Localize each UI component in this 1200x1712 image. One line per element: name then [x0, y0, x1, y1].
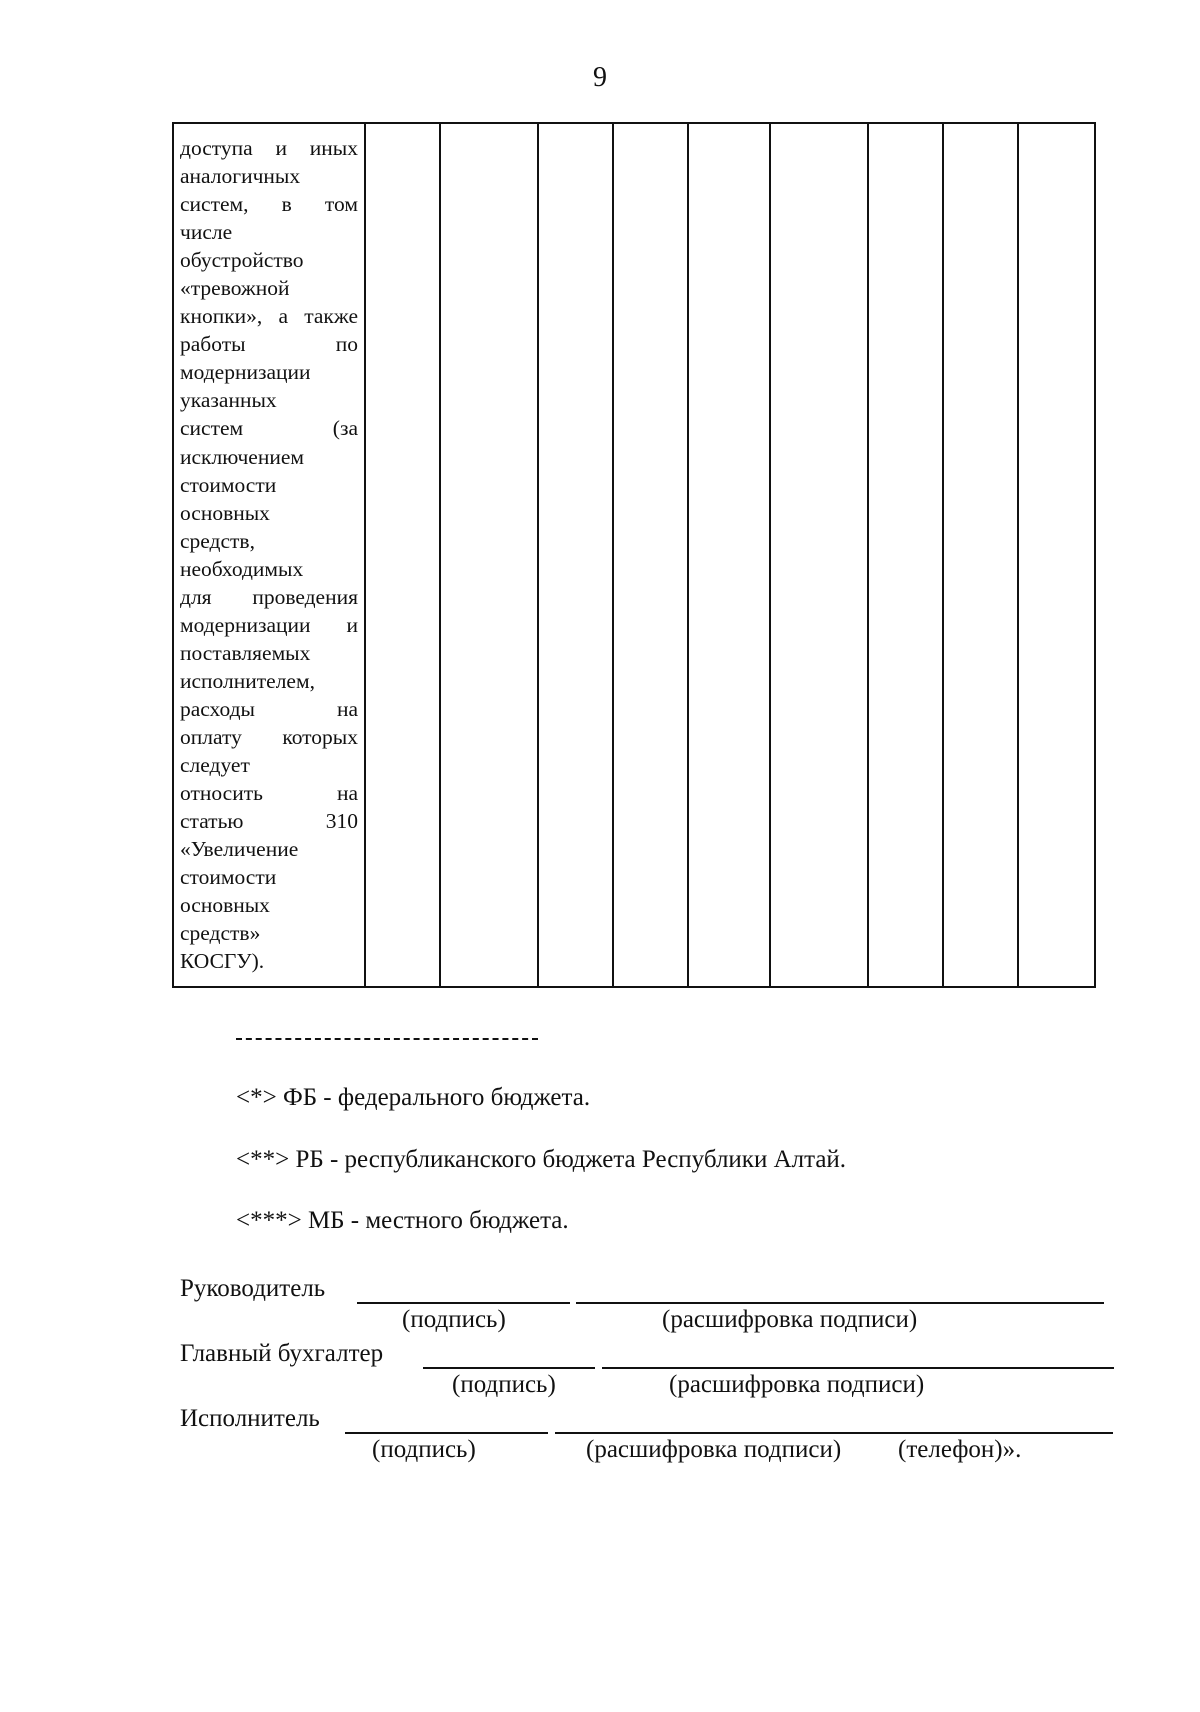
cell-text-line: исключением: [180, 444, 304, 469]
head-signature-caption: (подпись): [402, 1306, 506, 1333]
cell-text-line: модернизации и: [180, 612, 358, 637]
table-column-divider: [537, 124, 539, 986]
executor-label: Исполнитель: [180, 1405, 320, 1432]
table-first-cell-text: [180, 134, 358, 975]
chief-accountant-decoding-line[interactable]: [602, 1367, 1114, 1369]
table-column-divider: [867, 124, 869, 986]
cell-text-line: аналогичных: [180, 164, 301, 189]
head-label: Руководитель: [180, 1275, 326, 1302]
cell-text-line: «Увеличение: [180, 837, 299, 862]
head-signature-line[interactable]: [357, 1302, 570, 1304]
footnote-rb: <**> РБ - республиканского бюджета Республики Алтай.: [236, 1146, 847, 1173]
chief-accountant-signature-line[interactable]: [423, 1367, 595, 1369]
cell-text-line: статью 310: [180, 809, 358, 834]
cell-text-line: указанных: [180, 388, 277, 413]
cell-text-line: средств,: [180, 528, 255, 553]
page-number: 9: [593, 62, 607, 93]
chief-accountant-decoding-caption: (расшифровка подписи): [669, 1371, 925, 1398]
cell-text-line: стоимости: [180, 472, 277, 497]
cell-text-line: следует: [180, 753, 250, 778]
cell-text-line: доступа и иных: [180, 136, 358, 160]
chief-accountant-signature-caption: (подпись): [452, 1371, 556, 1398]
footnote-separator: [236, 1038, 538, 1040]
cell-text-line: поставляемых: [180, 640, 311, 665]
cell-text-line: основных: [180, 893, 270, 918]
cell-text-line: обустройство: [180, 248, 304, 273]
table-column-divider: [612, 124, 614, 986]
executor-phone-caption: (телефон)».: [898, 1436, 1022, 1463]
cell-text-line: работы по: [180, 332, 358, 357]
cell-text-line: средств»: [180, 921, 261, 946]
cell-text-line: систем (за: [180, 416, 358, 441]
footnote-mb: <***> МБ - местного бюджета.: [236, 1207, 569, 1234]
data-table: [172, 122, 1096, 988]
table-column-divider: [1017, 124, 1019, 986]
executor-signature-caption: (подпись): [372, 1436, 476, 1463]
table-column-divider: [769, 124, 771, 986]
cell-text-line: стоимости: [180, 865, 277, 890]
table-column-divider: [364, 124, 366, 986]
head-decoding-caption: (расшифровка подписи): [662, 1306, 918, 1333]
cell-text-line: КОСГУ).: [180, 949, 265, 974]
cell-text-line: числе: [180, 220, 233, 245]
cell-text-line: относить на: [180, 781, 358, 806]
table-column-divider: [687, 124, 689, 986]
cell-text-line: основных: [180, 500, 270, 525]
executor-signature-line[interactable]: [345, 1432, 548, 1434]
executor-decoding-caption: (расшифровка подписи): [586, 1436, 842, 1463]
cell-text-line: необходимых: [180, 556, 304, 581]
cell-text-line: кнопки», а также: [180, 304, 358, 329]
cell-text-line: модернизации: [180, 360, 311, 385]
table-column-divider: [439, 124, 441, 986]
cell-text-line: расходы на: [180, 696, 358, 721]
cell-text-line: систем, в том: [180, 192, 358, 217]
executor-decoding-line[interactable]: [555, 1432, 1113, 1434]
footnote-fb: <*> ФБ - федерального бюджета.: [236, 1084, 591, 1111]
cell-text-line: исполнителем,: [180, 668, 315, 693]
head-decoding-line[interactable]: [576, 1302, 1104, 1304]
cell-text-line: «тревожной: [180, 276, 290, 301]
cell-text-line: для проведения: [180, 584, 358, 609]
chief-accountant-label: Главный бухгалтер: [180, 1340, 384, 1367]
table-column-divider: [942, 124, 944, 986]
cell-text-line: оплату которых: [180, 724, 358, 749]
